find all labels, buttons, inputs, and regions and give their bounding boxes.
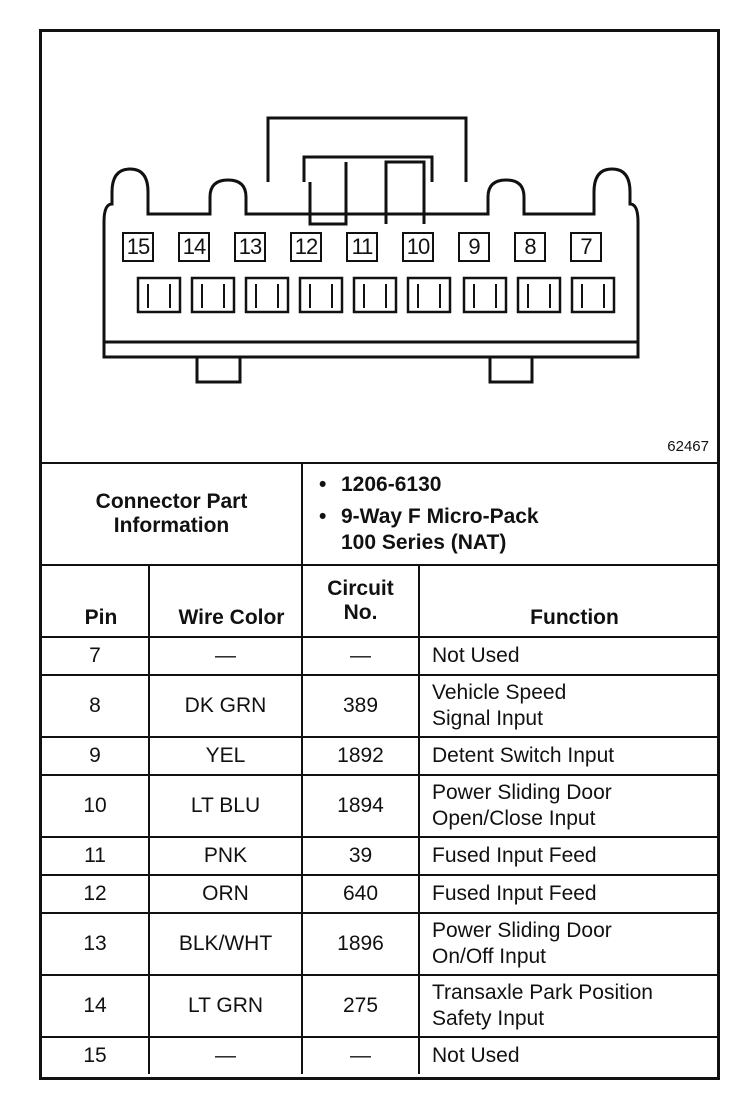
pin-cell: 13 (42, 913, 149, 975)
pin-cell: 9 (42, 737, 149, 775)
circuit-cell: 1896 (302, 913, 419, 975)
circuit-cell: — (302, 637, 419, 675)
function-line1: Power Sliding Door (432, 781, 612, 804)
connector-info-label (42, 463, 302, 565)
function-cell (419, 637, 717, 675)
table-row (42, 675, 717, 737)
function-line1: Fused Input Feed (432, 882, 597, 905)
function-line2: Signal Input (432, 707, 543, 730)
pin-cell: 14 (42, 975, 149, 1037)
wire-color-cell: DK GRN (149, 675, 302, 737)
circuit-cell: 640 (302, 875, 419, 913)
wire-color-cell: — (149, 637, 302, 675)
function-cell (419, 975, 717, 1037)
table-row (42, 975, 717, 1037)
pin-label-8: 8 (514, 232, 546, 262)
pin-label-9: 9 (458, 232, 490, 262)
function-line1: Power Sliding Door (432, 919, 612, 942)
pin-label-10: 10 (402, 232, 434, 262)
header-pin: Pin (42, 565, 149, 637)
circuit-cell: 275 (302, 975, 419, 1037)
connector-type-line1: • 9-Way F Micro-Pack (341, 504, 717, 530)
function-line2: Open/Close Input (432, 807, 596, 830)
header-circuit-line2: No. (343, 601, 378, 624)
wire-color-cell: — (149, 1037, 302, 1074)
pin-label-15: 15 (122, 232, 154, 262)
function-line1: Not Used (432, 1044, 520, 1067)
pin-cell: 12 (42, 875, 149, 913)
part-number: • 1206-6130 (341, 472, 717, 498)
circuit-cell: 1892 (302, 737, 419, 775)
function-line1: Vehicle Speed (432, 681, 567, 704)
wire-color-cell: LT GRN (149, 975, 302, 1037)
function-cell (419, 737, 717, 775)
function-line2: Safety Input (432, 1007, 545, 1030)
table-row (42, 775, 717, 837)
wire-color-cell: LT BLU (149, 775, 302, 837)
connector-info-label-line1: Connector Part (95, 490, 248, 513)
wire-color-cell: ORN (149, 875, 302, 913)
figure-id: 62467 (667, 438, 709, 455)
connector-info-row (42, 463, 717, 565)
function-cell (419, 875, 717, 913)
pin-cell: 7 (42, 637, 149, 675)
header-circuit (302, 565, 419, 637)
connector-info-label-line2: Information (113, 514, 230, 537)
document-frame (39, 29, 720, 1080)
function-line1: Fused Input Feed (432, 844, 597, 867)
wire-color-cell: PNK (149, 837, 302, 875)
connector-diagram (42, 32, 717, 462)
header-wire-color: Wire Color (149, 565, 302, 637)
table-row (42, 837, 717, 875)
function-cell (419, 837, 717, 875)
table-row (42, 913, 717, 975)
function-line2: On/Off Input (432, 945, 547, 968)
table-header-row (42, 565, 717, 637)
function-line1: Detent Switch Input (432, 744, 615, 767)
pin-label-13: 13 (234, 232, 266, 262)
wire-color-cell: BLK/WHT (149, 913, 302, 975)
connector-info-values (302, 463, 717, 565)
table-row (42, 737, 717, 775)
pin-label-7: 7 (570, 232, 602, 262)
wire-color-cell: YEL (149, 737, 302, 775)
pin-label-14: 14 (178, 232, 210, 262)
circuit-cell: 1894 (302, 775, 419, 837)
circuit-cell: 39 (302, 837, 419, 875)
function-cell (419, 775, 717, 837)
pin-cell: 10 (42, 775, 149, 837)
header-function: Function (419, 565, 717, 637)
function-cell (419, 1037, 717, 1074)
header-circuit-line1: Circuit (327, 577, 394, 600)
circuit-cell: 389 (302, 675, 419, 737)
connector-type-line2: 100 Series (NAT) (341, 531, 507, 554)
pin-cell: 8 (42, 675, 149, 737)
pinout-table (42, 462, 717, 1074)
pin-label-12: 12 (290, 232, 322, 262)
function-cell (419, 913, 717, 975)
pin-label-11: 11 (346, 232, 378, 262)
table-row (42, 1037, 717, 1074)
function-line1: Not Used (432, 644, 520, 667)
pin-cell: 15 (42, 1037, 149, 1074)
terminal-cavities (138, 278, 614, 312)
function-line1: Transaxle Park Position (432, 981, 653, 1004)
circuit-cell: — (302, 1037, 419, 1074)
table-row (42, 875, 717, 913)
table-row (42, 637, 717, 675)
pin-cell: 11 (42, 837, 149, 875)
function-cell (419, 675, 717, 737)
